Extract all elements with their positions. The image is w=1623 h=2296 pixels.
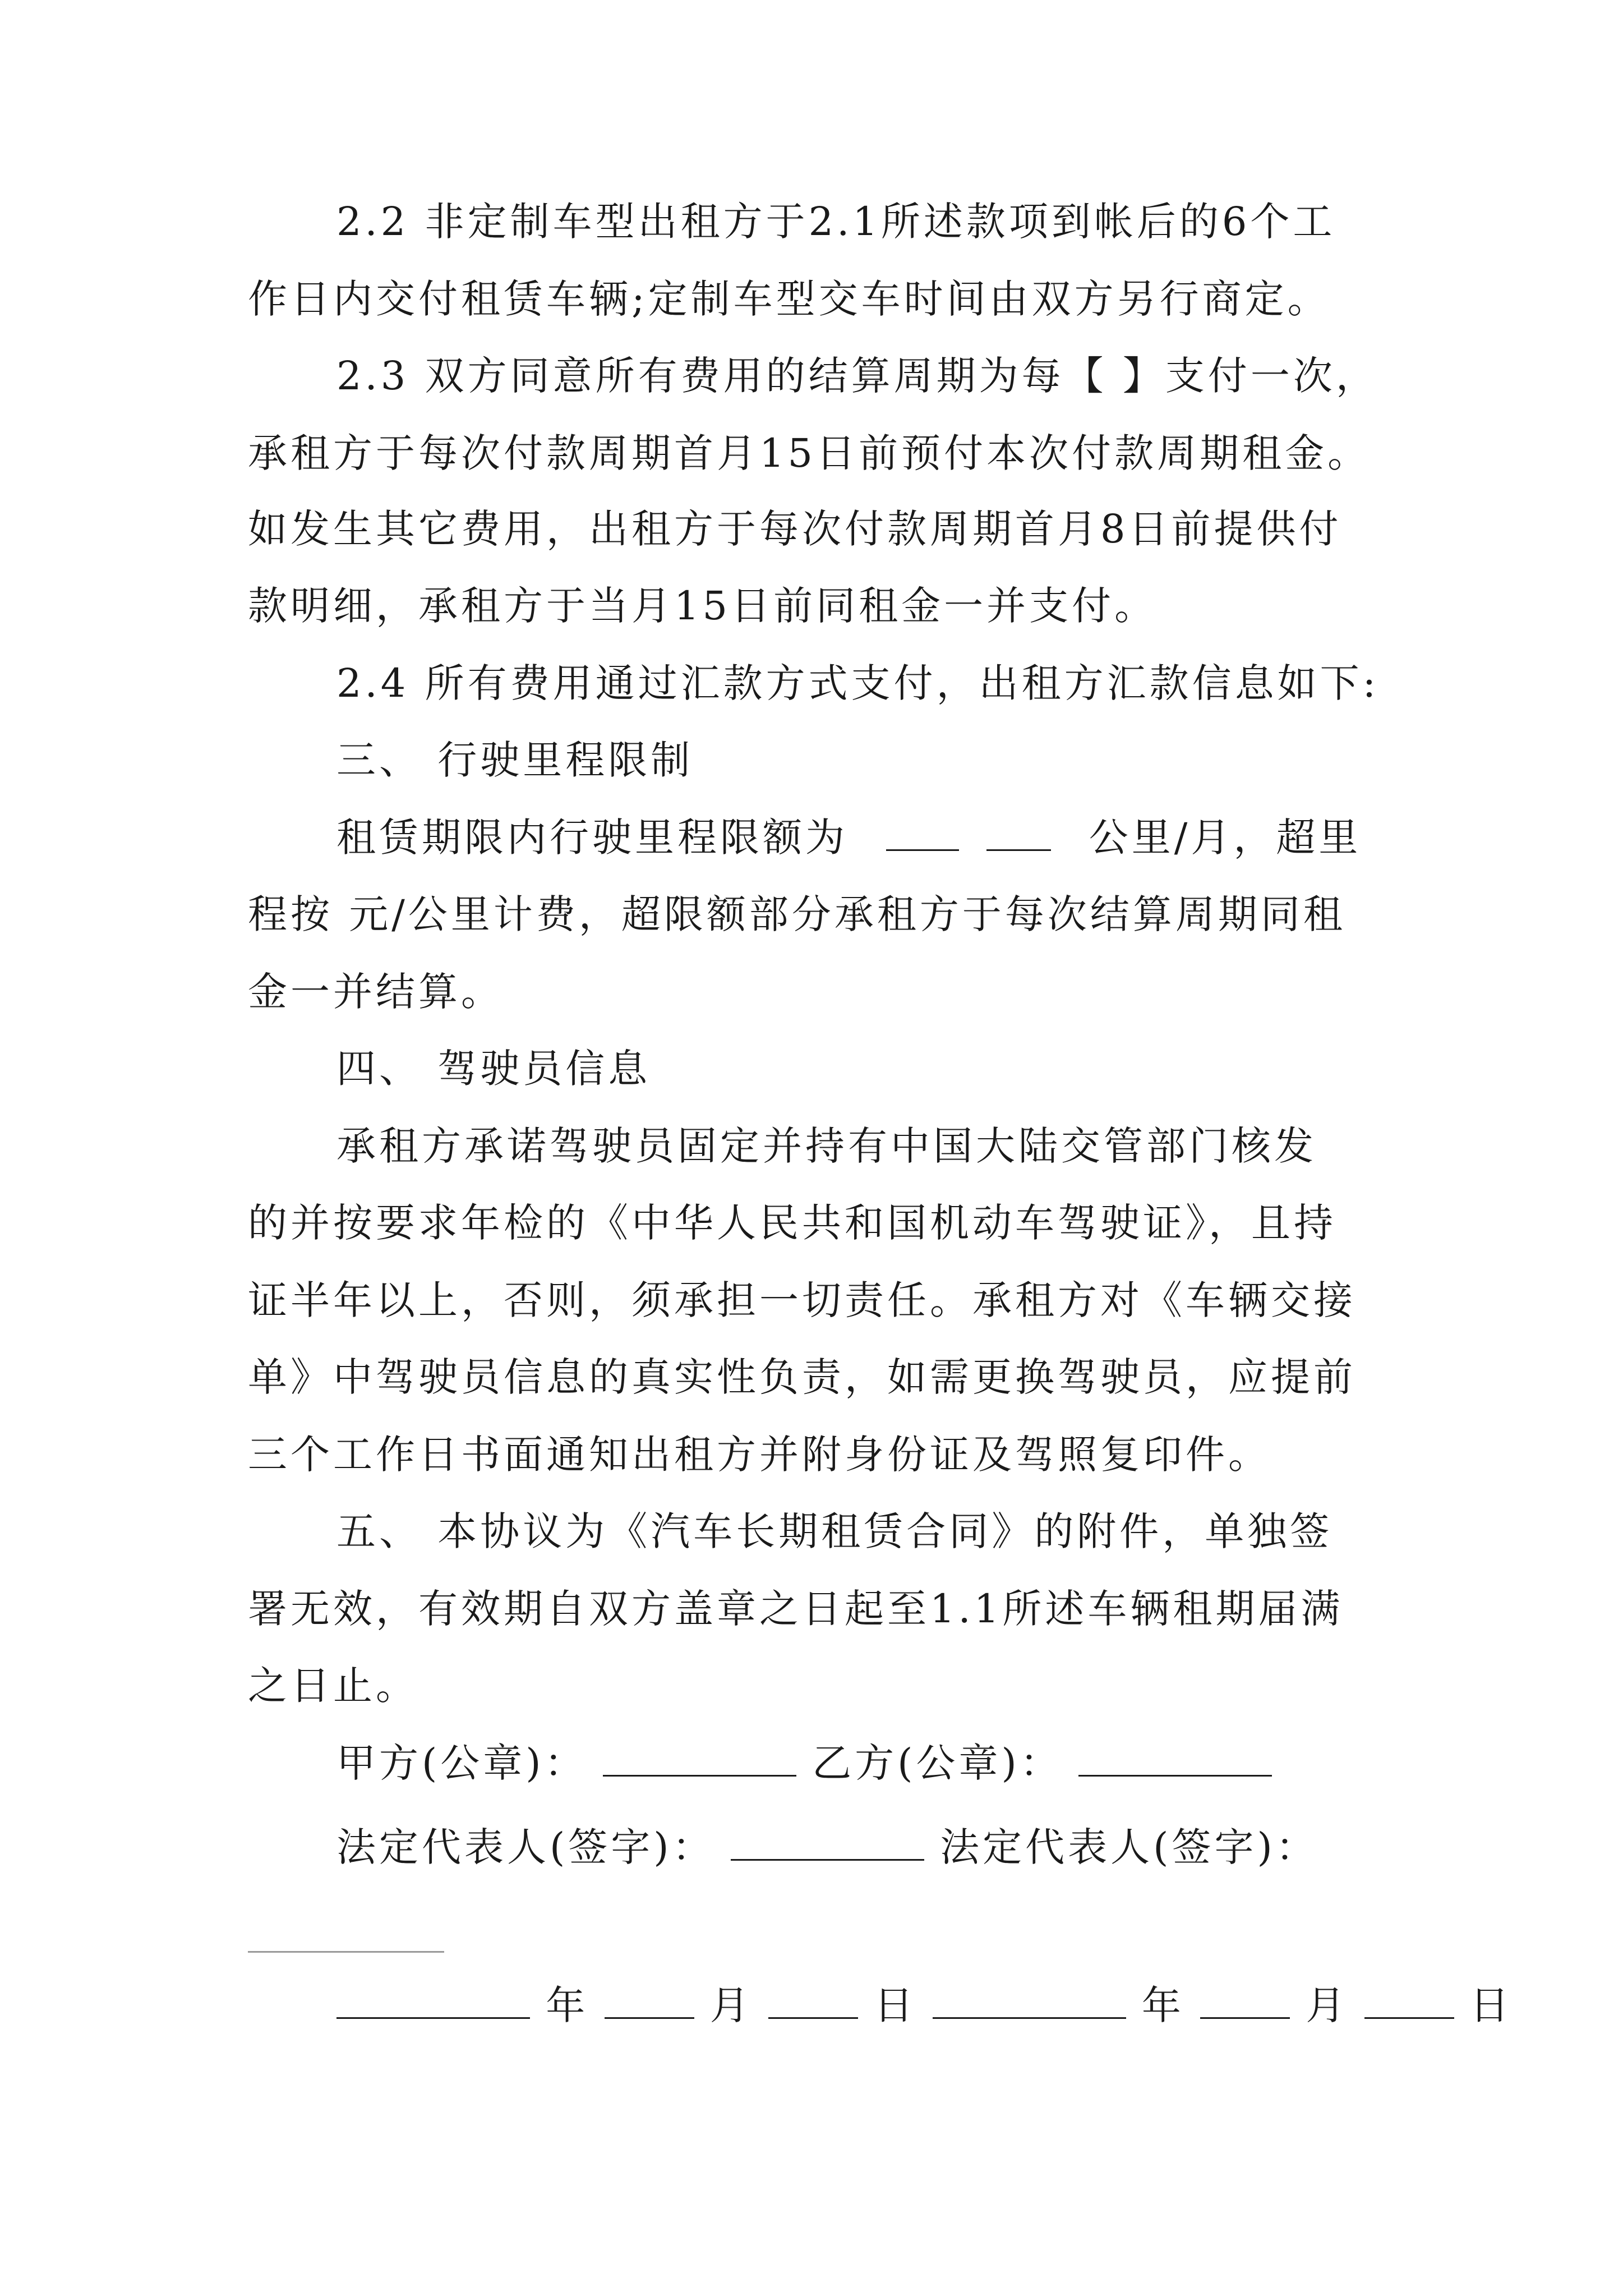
section-3-line-1: [336, 809, 1475, 866]
section-4-line-1: 承租方承诺驾驶员固定并持有中国大陆交管部门核发: [336, 1123, 1317, 1169]
section-3-heading: 三、 行驶里程限制: [336, 737, 694, 783]
party-a-seal-blank: [603, 1740, 796, 1777]
clause-2-3-line-3: 如发生其它费用，出租方于每次付款周期首月8日前提供付: [248, 506, 1342, 552]
party-b-year-blank: [933, 1982, 1126, 2019]
section-5-line-3: 之日止。: [248, 1663, 418, 1709]
section-3-line-2: 程按 元/公里计费，超限额部分承租方于每次结算周期同租: [248, 891, 1346, 937]
party-a-rep-label: 法定代表人(签字)：: [336, 1824, 715, 1870]
mileage-blank-2: [986, 815, 1051, 851]
party-b-month-label: 月: [1306, 1982, 1349, 2028]
clause-2-4: 2.4 所有费用通过汇款方式支付，出租方汇款信息如下:: [336, 660, 1380, 706]
section-4-line-4: 单》中驾驶员信息的真实性负责，如需更换驾驶员，应提前: [248, 1354, 1356, 1400]
section-3-line-3: 金一并结算。: [248, 969, 504, 1015]
mileage-blank-1: [886, 815, 959, 851]
party-a-day-label: 日: [874, 1982, 917, 2028]
party-b-month-blank: [1200, 1982, 1290, 2019]
party-a-day-blank: [768, 1982, 858, 2019]
party-b-day-label: 日: [1469, 1982, 1513, 2028]
clause-2-2-line-2: 作日内交付租赁车辆;定制车型交车时间由双方另行商定。: [248, 276, 1330, 322]
representative-line: [336, 1819, 1475, 1875]
section-4-line-5: 三个工作日书面通知出租方并附身份证及驾照复印件。: [248, 1432, 1271, 1478]
clause-2-3-line-2: 承租方于每次付款周期首月15日前预付本次付款周期租金。: [248, 430, 1371, 476]
date-line: [336, 1977, 1513, 2033]
party-a-year-blank: [336, 1982, 530, 2019]
party-b-day-blank: [1364, 1982, 1454, 2019]
party-seal-line: [336, 1735, 1475, 1791]
clause-2-2-line-1: 2.2 非定制车型出租方于2.1所述款项到帐后的6个工: [336, 199, 1336, 245]
clause-2-3-line-1: 2.3 双方同意所有费用的结算周期为每【 】支付一次，: [336, 353, 1378, 399]
mileage-limit-label: 租赁期限内行驶里程限额为: [336, 815, 848, 861]
signature-continuation-rule: [248, 1951, 444, 1953]
party-a-seal-label: 甲方(公章)：: [336, 1740, 587, 1786]
party-a-rep-blank: [731, 1824, 924, 1861]
clause-2-3-line-4: 款明细，承租方于当月15日前同租金一并支付。: [248, 583, 1158, 629]
section-4-line-3: 证半年以上，否则，须承担一切责任。承租方对《车辆交接: [248, 1277, 1356, 1323]
party-b-rep-label: 法定代表人(签字)：: [940, 1824, 1318, 1870]
section-5-line-1: 五、 本协议为《汽车长期租赁合同》的附件，单独签: [336, 1508, 1333, 1554]
party-a-month-blank: [605, 1982, 694, 2019]
party-a-year-label: 年: [546, 1982, 589, 2028]
party-b-seal-blank: [1078, 1740, 1272, 1777]
section-5-line-2: 署无效，有效期自双方盖章之日起至1.1所述车辆租期届满: [248, 1586, 1344, 1632]
section-4-heading: 四、 驾驶员信息: [336, 1046, 651, 1092]
party-a-month-label: 月: [709, 1982, 753, 2028]
party-b-seal-label: 乙方(公章)：: [812, 1740, 1063, 1786]
section-4-line-2: 的并按要求年检的《中华人民共和国机动车驾驶证》，且持: [248, 1200, 1336, 1246]
party-b-year-label: 年: [1141, 1982, 1184, 2028]
mileage-unit-label: 公里/月，超里: [1089, 815, 1362, 861]
